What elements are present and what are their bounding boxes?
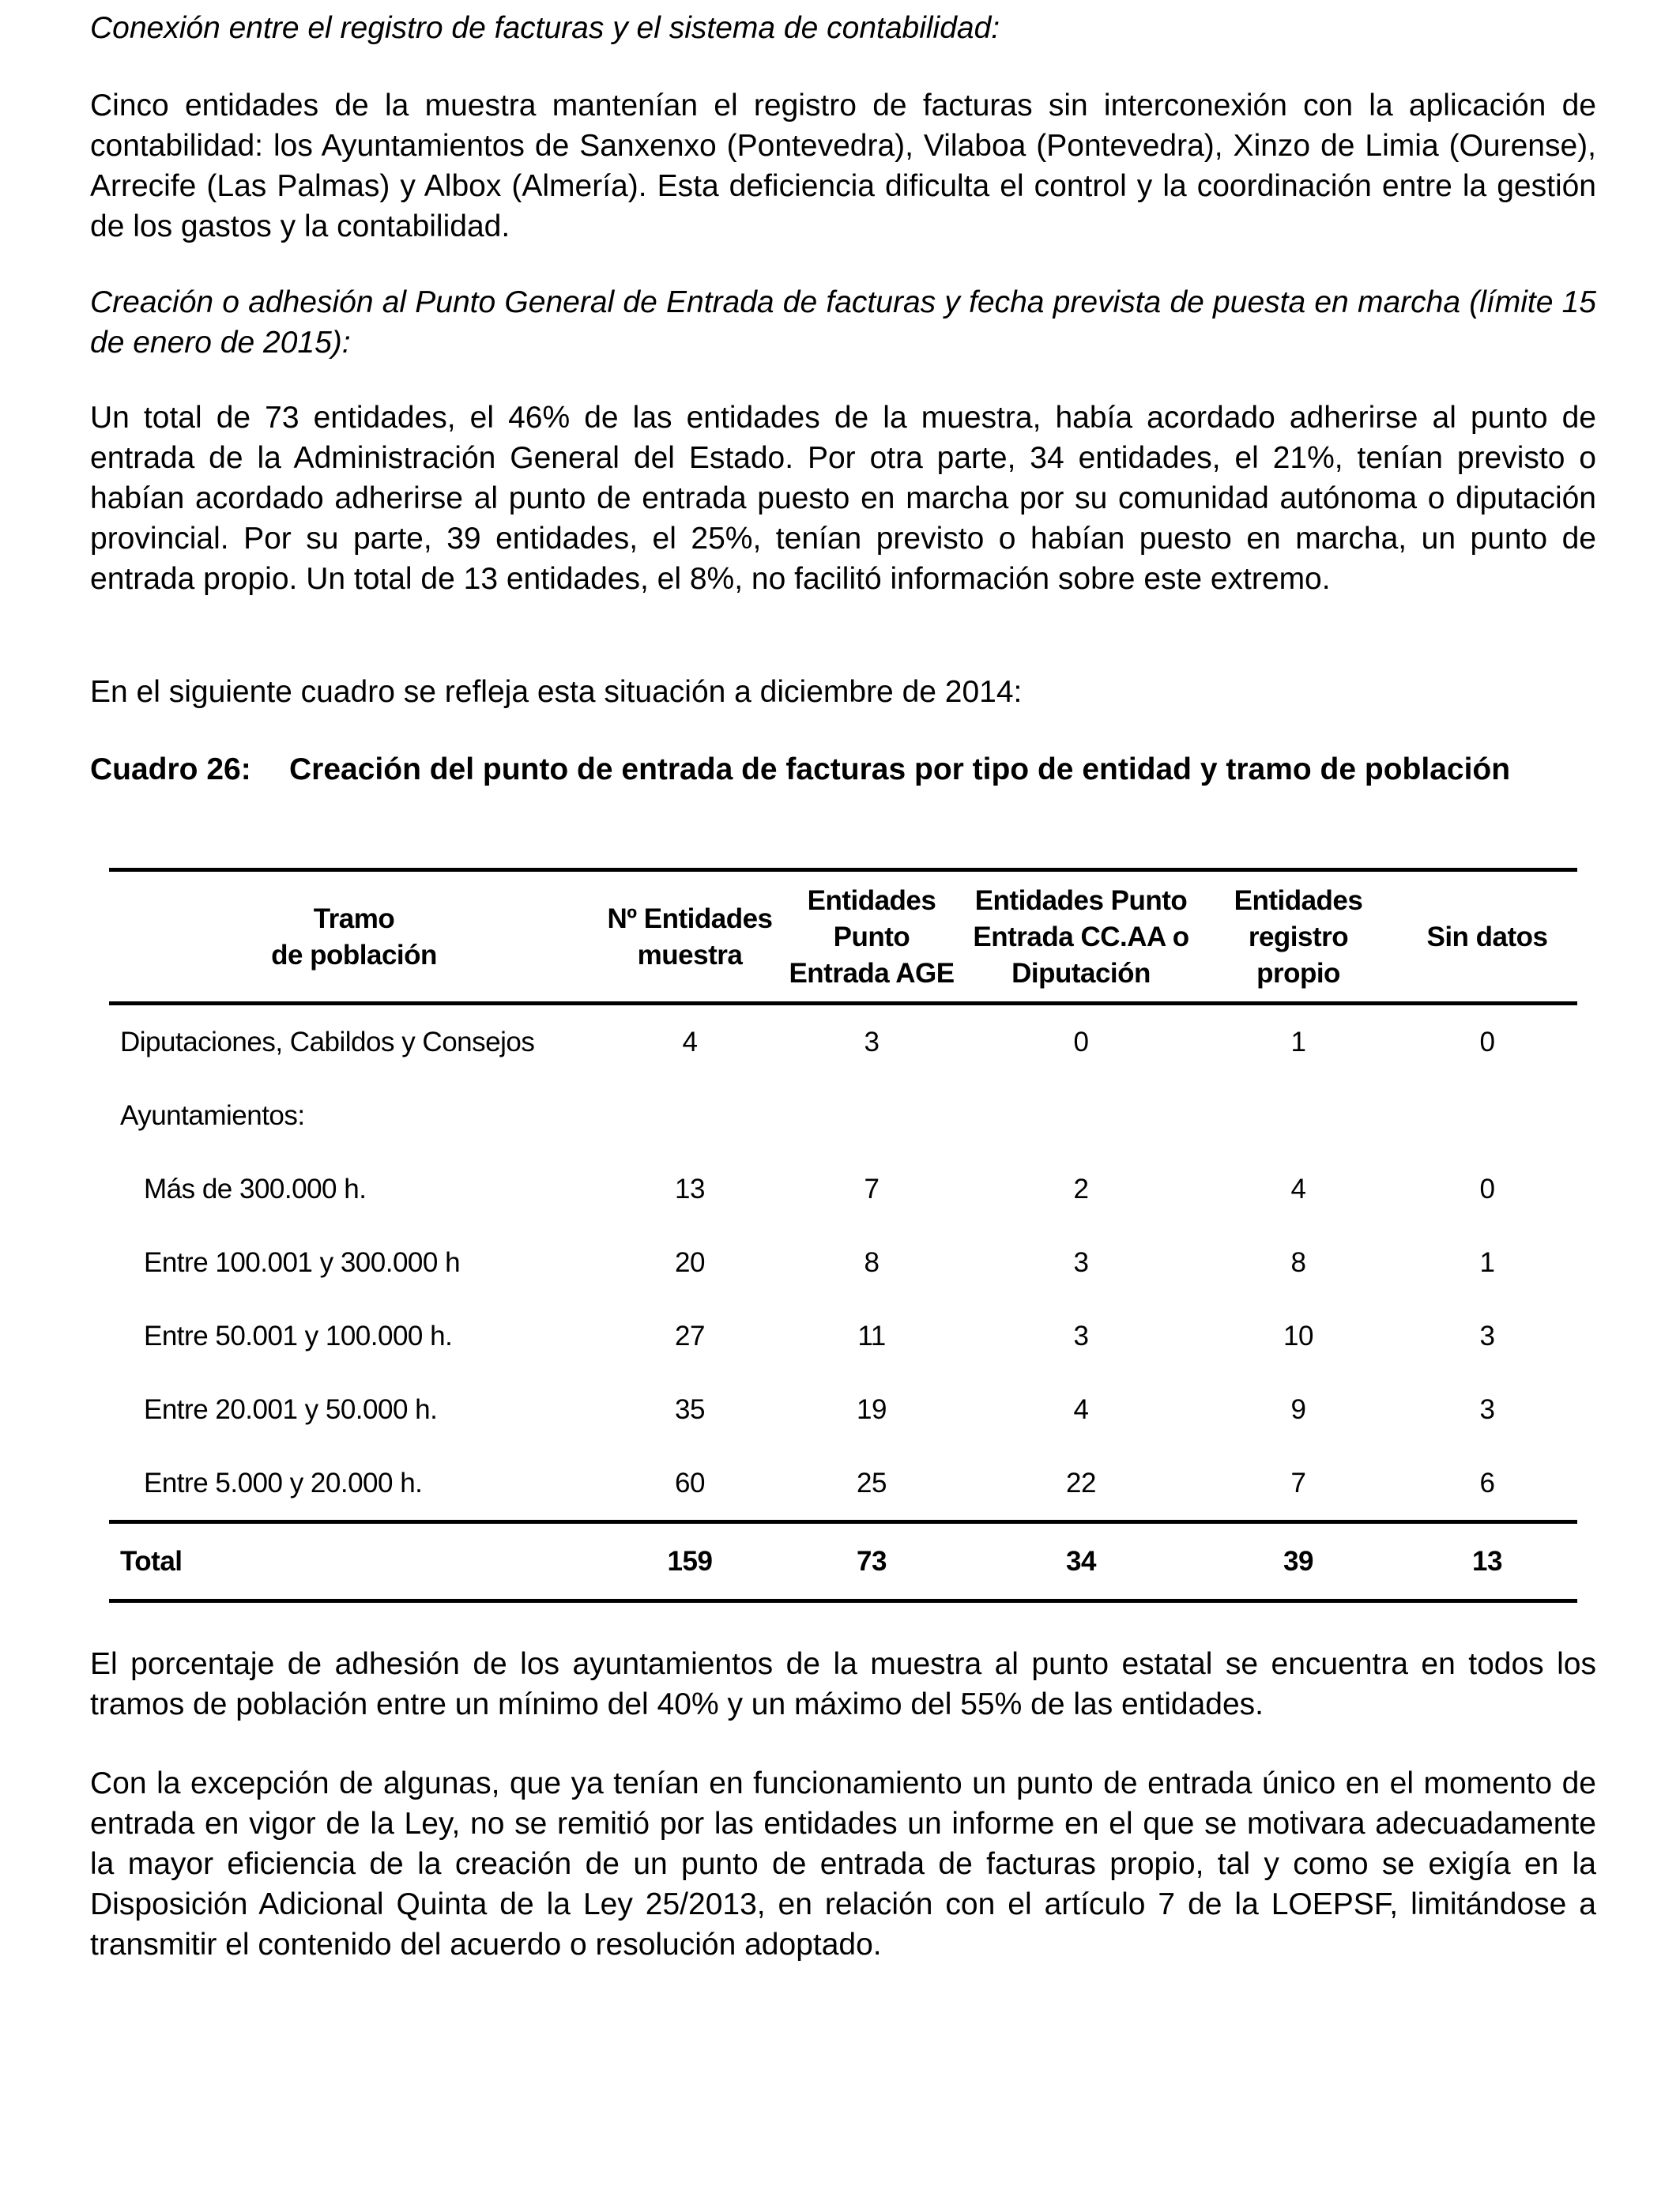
cell-value: 11 — [857, 1320, 886, 1351]
cell-value: 3 — [1073, 1246, 1089, 1278]
cell-value: 9 — [1290, 1393, 1306, 1425]
column-header-line: Entidades — [807, 885, 936, 916]
section-heading-entry-point: Creación o adhesión al Punto General de Entrada de facturas y fecha prevista de puesta en marcha (límite 15 de enero de 2015): — [90, 285, 1596, 360]
column-header-line: Entrada AGE — [789, 958, 955, 989]
column-header-line: Tramo — [313, 903, 395, 934]
cell-value: 7 — [1290, 1467, 1306, 1498]
row-label: Más de 300.000 h. — [144, 1173, 367, 1204]
column-header-line: Diputación — [1011, 958, 1151, 989]
column-header-line: propio — [1256, 958, 1340, 989]
table-row — [109, 1079, 1577, 1152]
cell-value: 7 — [864, 1173, 880, 1204]
column-header-line: Entrada CC.AA o — [973, 922, 1189, 952]
table-row — [109, 1299, 1577, 1373]
table-row — [109, 1373, 1577, 1446]
cell-value: 22 — [1066, 1467, 1096, 1498]
column-header-line: Entidades Punto — [974, 885, 1188, 916]
cell-value: 60 — [675, 1467, 705, 1498]
cell-value — [1397, 1079, 1577, 1152]
paragraph-entry-point-summary: Un total de 73 entidades, el 46% de las entidades de la muestra, había acordado adherirse al punto de entrada de la Administración General del Estado. Por otra parte, 34 entidades, el 21%, tenían previsto o habían acordado adherirse al punto de entrada puesto en marcha por su comunidad autónoma o diputación provincial. Por su parte, 39 entidades, el 25%, tenían previsto o habían puesto en marcha, un punto de entrada propio. Un total de 13 entidades, el 8%, no facilitó información sobre este extremo. — [90, 401, 1596, 596]
column-header-line: de población — [271, 940, 437, 971]
cell-value: 1 — [1479, 1246, 1495, 1278]
cell-value: 0 — [1479, 1173, 1495, 1204]
table-header-row — [109, 870, 1577, 1004]
paragraph-adhesion-range: El porcentaje de adhesión de los ayuntamientos de la muestra al punto estatal se encuentra en todos los tramos de población entre un mínimo del 40% y un máximo del 55% de las entidades. — [90, 1647, 1596, 1721]
row-label: Entre 5.000 y 20.000 h. — [144, 1467, 423, 1498]
cell-value — [1200, 1079, 1397, 1152]
total-label: Total — [109, 1522, 599, 1601]
cell-value: 13 — [1397, 1522, 1577, 1601]
cell-value: 3 — [864, 1026, 880, 1057]
table-row — [109, 1226, 1577, 1299]
column-header-4 — [962, 870, 1200, 1004]
table-total-row — [109, 1522, 1577, 1601]
cell-value: 8 — [1290, 1246, 1306, 1278]
table-row — [109, 1004, 1577, 1080]
column-header-line: Nº Entidades — [607, 903, 773, 934]
table-row — [109, 1446, 1577, 1522]
cell-value: 10 — [1283, 1320, 1313, 1351]
column-header-line: muestra — [637, 940, 743, 971]
cell-value: 35 — [675, 1393, 705, 1425]
cell-value: 1 — [1290, 1026, 1306, 1057]
cell-value: 159 — [599, 1522, 781, 1601]
cell-value — [599, 1079, 781, 1152]
cell-value: 34 — [962, 1522, 1200, 1601]
cell-value: 4 — [682, 1026, 698, 1057]
column-header-line: Entidades — [1234, 885, 1363, 916]
row-label: Entre 50.001 y 100.000 h. — [144, 1320, 453, 1351]
table-body — [109, 1004, 1577, 1601]
column-header-line: registro — [1248, 922, 1349, 952]
cell-value — [781, 1079, 962, 1152]
row-label: Ayuntamientos: — [120, 1099, 305, 1131]
paragraph-invoice-accounting: Cinco entidades de la muestra mantenían el registro de facturas sin interconexión con la aplicación de contabilidad: los Ayuntamientos de Sanxenxo (Pontevedra), Vilaboa (Pontevedra), Xinzo de Limia (Ourense), Arrecife (Las Palmas) y Albox (Almería). Esta deficiencia dificulta el control y la coordinación entre la gestión de los gastos y la contabilidad. — [90, 89, 1596, 243]
cell-value: 4 — [1290, 1173, 1306, 1204]
cell-value: 3 — [1479, 1320, 1495, 1351]
cell-value: 27 — [675, 1320, 705, 1351]
column-header-line: Punto — [833, 922, 910, 952]
cell-value: 73 — [781, 1522, 962, 1601]
cell-value: 3 — [1479, 1393, 1495, 1425]
column-header-6 — [1397, 870, 1577, 1004]
row-label: Entre 20.001 y 50.000 h. — [144, 1393, 438, 1425]
cell-value: 39 — [1200, 1522, 1397, 1601]
column-header-3 — [781, 870, 962, 1004]
table-caption — [90, 749, 1596, 790]
cell-value: 0 — [1479, 1026, 1495, 1057]
table-caption-label: Cuadro 26: — [90, 752, 251, 786]
cell-value: 19 — [857, 1393, 887, 1425]
column-header-2 — [599, 870, 781, 1004]
table-row — [109, 1152, 1577, 1226]
entry-point-table — [109, 868, 1577, 1603]
paragraph-report-justification: Con la excepción de algunas, que ya tenían en funcionamiento un punto de entrada único en el momento de entrada en vigor de la Ley, no se remitió por las entidades un informe en el que se motivara adecuadamente la mayor eficiencia de la creación de un punto de entrada de facturas propio, tal y como se exigía en la Disposición Adicional Quinta de la Ley 25/2013, en relación con el artículo 7 de la LOEPSF, limitándose a transmitir el contenido del acuerdo o resolución adoptado. — [90, 1766, 1596, 1962]
row-label: Entre 100.001 y 300.000 h — [144, 1246, 461, 1278]
table-container — [109, 868, 1577, 1603]
cell-value: 3 — [1073, 1320, 1089, 1351]
cell-value: 8 — [864, 1246, 880, 1278]
cell-value: 20 — [675, 1246, 705, 1278]
row-label: Diputaciones, Cabildos y Consejos — [120, 1026, 535, 1057]
table-caption-title: Creación del punto de entrada de facturas por tipo de entidad y tramo de población — [289, 752, 1511, 786]
section-heading-invoice-accounting: Conexión entre el registro de facturas y el sistema de contabilidad: — [90, 11, 1000, 45]
cell-value: 6 — [1479, 1467, 1495, 1498]
cell-value: 2 — [1073, 1173, 1089, 1204]
cell-value: 0 — [1073, 1026, 1089, 1057]
column-header-5 — [1200, 870, 1397, 1004]
cell-value: 13 — [675, 1173, 705, 1204]
cell-value: 4 — [1073, 1393, 1089, 1425]
column-header-1 — [109, 870, 599, 1004]
cell-value — [962, 1079, 1200, 1152]
cell-value: 25 — [857, 1467, 887, 1498]
paragraph-table-intro: En el siguiente cuadro se refleja esta situación a diciembre de 2014: — [90, 675, 1023, 709]
column-header-line: Sin datos — [1426, 922, 1548, 952]
